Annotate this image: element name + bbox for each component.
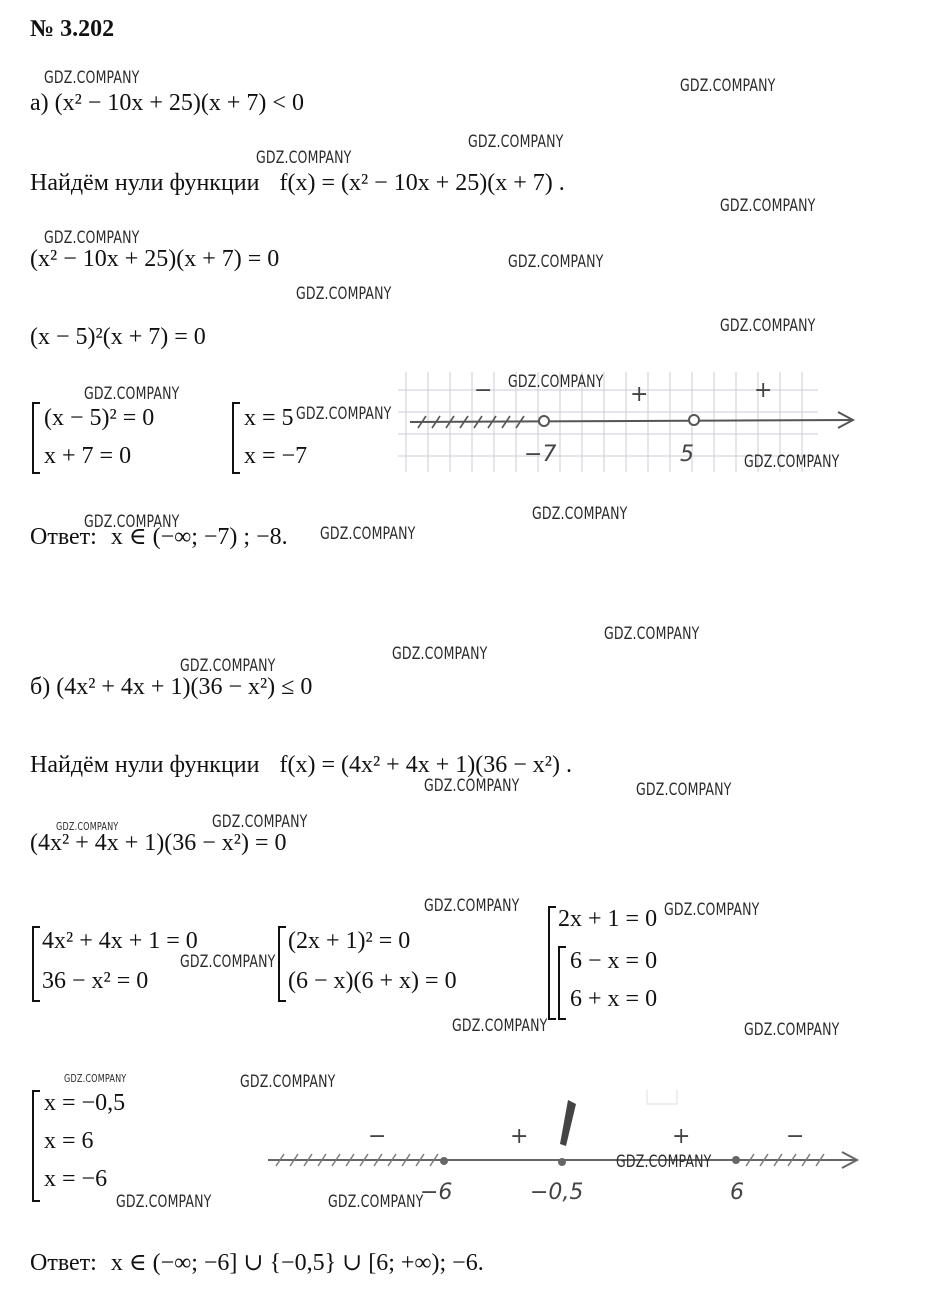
- system-a-left-2: x + 7 = 0: [44, 443, 132, 469]
- watermark: GDZ.COMPANY: [212, 812, 308, 832]
- point-b-3: 6: [730, 1180, 744, 1205]
- point-b-2: −0,5: [530, 1180, 584, 1205]
- part-b-inequality: [30, 674, 312, 701]
- system-b3-3: 6 + x = 0: [570, 986, 658, 1012]
- watermark: GDZ.COMPANY: [180, 656, 276, 676]
- part-a-label: а): [30, 90, 49, 116]
- part-a-factored: (x − 5)²(x + 7) = 0: [30, 324, 206, 350]
- sign-b-2: +: [510, 1124, 529, 1149]
- watermark: GDZ.COMPANY: [296, 404, 392, 424]
- system-bracket: [548, 906, 556, 1020]
- function-definition: f(x) = (4x² + 4x + 1)(36 − x²) .: [279, 752, 572, 778]
- watermark: GDZ.COMPANY: [604, 624, 700, 644]
- system-b2-1: (2x + 1)² = 0: [288, 928, 411, 954]
- watermark: GDZ.COMPANY: [744, 1020, 840, 1040]
- watermark: GDZ.COMPANY: [616, 1152, 712, 1172]
- system-b2-2: (6 − x)(6 + x) = 0: [288, 968, 457, 994]
- task-number: № 3.202: [30, 16, 115, 42]
- part-b-equation: (4x² + 4x + 1)(36 − x²) = 0: [30, 830, 287, 856]
- watermark: GDZ.COMPANY: [720, 196, 816, 216]
- watermark: GDZ.COMPANY: [452, 1016, 548, 1036]
- solution-2: x = 6: [44, 1128, 94, 1154]
- system-a-right-2: x = −7: [244, 443, 308, 469]
- watermark: GDZ.COMPANY: [56, 820, 119, 833]
- system-bracket: [32, 1090, 40, 1202]
- watermark: GDZ.COMPANY: [508, 372, 604, 392]
- part-b-find-zeros: [30, 752, 572, 779]
- watermark: GDZ.COMPANY: [720, 316, 816, 336]
- part-b-inequality-text: (4x² + 4x + 1)(36 − x²) ≤ 0: [56, 674, 313, 700]
- solution-3: x = −6: [44, 1166, 108, 1192]
- system-a-left-1: (x − 5)² = 0: [44, 405, 155, 431]
- point-a-1: −7: [524, 442, 557, 467]
- function-definition: f(x) = (x² − 10x + 25)(x + 7) .: [279, 170, 565, 196]
- watermark: GDZ.COMPANY: [508, 252, 604, 272]
- solution-1: x = −0,5: [44, 1090, 126, 1116]
- watermark: GDZ.COMPANY: [240, 1072, 336, 1092]
- watermark: GDZ.COMPANY: [424, 776, 520, 796]
- system-b3-2: 6 − x = 0: [570, 948, 658, 974]
- part-a-equation: (x² − 10x + 25)(x + 7) = 0: [30, 246, 280, 272]
- watermark: GDZ.COMPANY: [296, 284, 392, 304]
- system-bracket-nested: [558, 946, 566, 1020]
- watermark: GDZ.COMPANY: [64, 1072, 127, 1085]
- part-a-inequality: [30, 90, 304, 117]
- watermark: GDZ.COMPANY: [84, 384, 180, 404]
- watermark: GDZ.COMPANY: [424, 896, 520, 916]
- system-b3-1: 2x + 1 = 0: [558, 906, 658, 932]
- sign-a-2: +: [630, 382, 649, 407]
- system-a-right-1: x = 5: [244, 405, 294, 431]
- find-zeros-text: Найдём нули функции: [30, 170, 260, 196]
- system-bracket: [32, 926, 40, 1002]
- part-a-find-zeros: [30, 170, 565, 197]
- watermark: GDZ.COMPANY: [320, 524, 416, 544]
- point-b-1: −6: [420, 1180, 453, 1205]
- watermark: GDZ.COMPANY: [468, 132, 564, 152]
- answer-label: Ответ:: [30, 524, 97, 550]
- watermark: GDZ.COMPANY: [744, 452, 840, 472]
- system-bracket: [278, 926, 286, 1002]
- watermark: GDZ.COMPANY: [680, 76, 776, 96]
- sign-a-1: −: [474, 378, 493, 403]
- system-bracket: [232, 402, 240, 474]
- watermark: GDZ.COMPANY: [84, 512, 180, 532]
- watermark: GDZ.COMPANY: [664, 900, 760, 920]
- sign-a-3: +: [754, 378, 773, 403]
- system-b1-1: 4x² + 4x + 1 = 0: [42, 928, 198, 954]
- watermark: GDZ.COMPANY: [256, 148, 352, 168]
- watermark: GDZ.COMPANY: [116, 1192, 212, 1212]
- system-b1-2: 36 − x² = 0: [42, 968, 149, 994]
- watermark: GDZ.COMPANY: [328, 1192, 424, 1212]
- point-a-2: 5: [680, 442, 694, 467]
- sign-b-4: −: [786, 1124, 805, 1149]
- watermark: GDZ.COMPANY: [44, 68, 140, 88]
- watermark: GDZ.COMPANY: [392, 644, 488, 664]
- watermark: GDZ.COMPANY: [636, 780, 732, 800]
- part-b-label: б): [30, 674, 51, 700]
- answer-value: x ∈ (−∞; −6] ∪ {−0,5} ∪ [6; +∞); −6.: [110, 1250, 484, 1276]
- system-bracket: [32, 402, 40, 474]
- watermark: GDZ.COMPANY: [44, 228, 140, 248]
- sign-b-3: +: [672, 1124, 691, 1149]
- find-zeros-text: Найдём нули функции: [30, 752, 260, 778]
- watermark: GDZ.COMPANY: [180, 952, 276, 972]
- answer-label: Ответ:: [30, 1250, 97, 1276]
- part-b-answer: [30, 1248, 484, 1277]
- watermark: GDZ.COMPANY: [532, 504, 628, 524]
- sign-b-1: −: [368, 1124, 387, 1149]
- part-a-inequality-text: (x² − 10x + 25)(x + 7) < 0: [54, 90, 304, 116]
- answer-value: x ∈ (−∞; −7) ; −8.: [110, 524, 288, 550]
